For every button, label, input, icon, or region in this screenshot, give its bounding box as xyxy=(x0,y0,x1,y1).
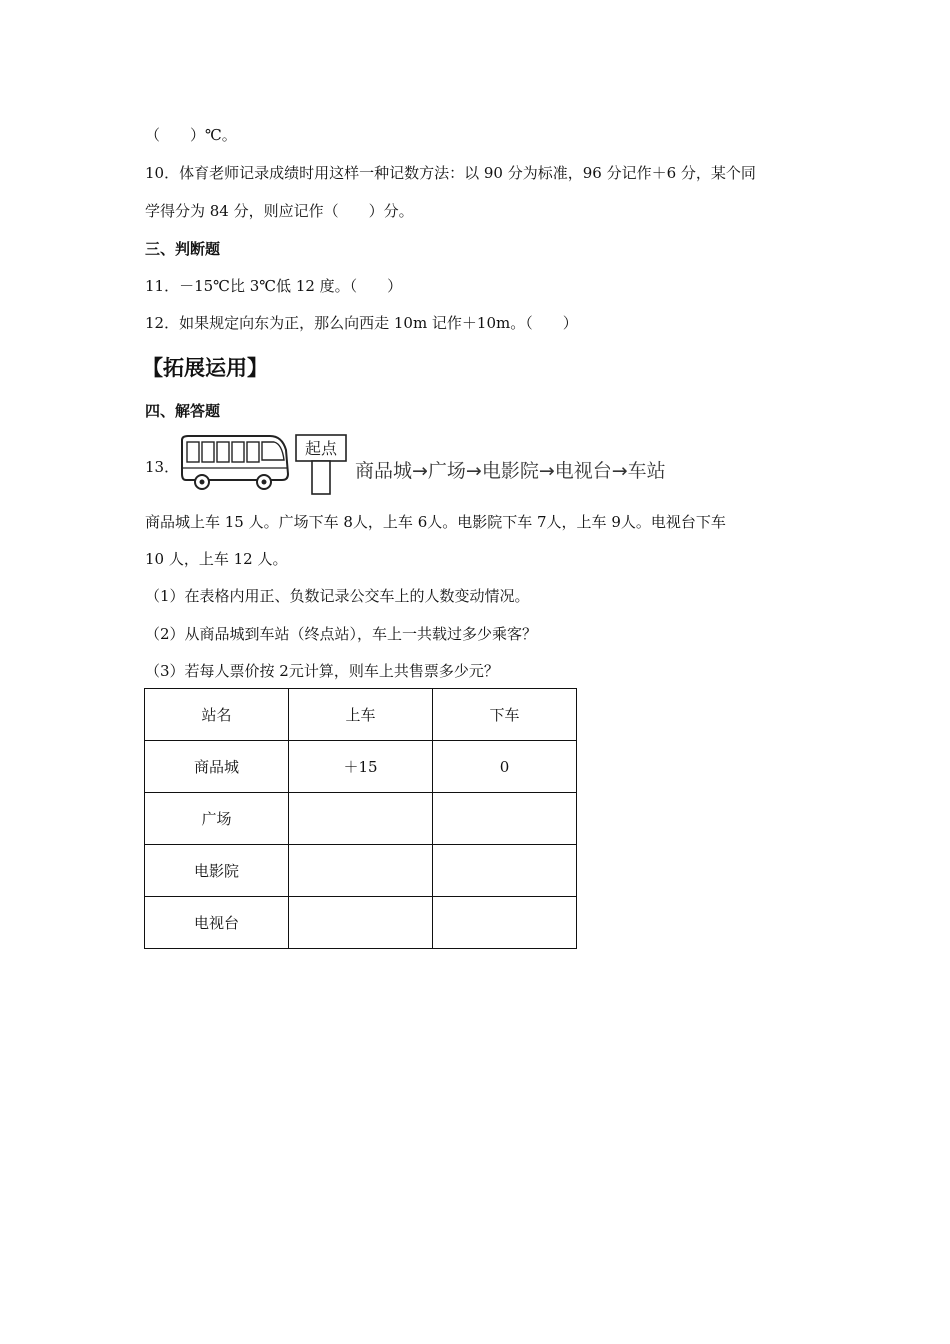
board-cell[interactable] xyxy=(289,897,433,949)
board-cell[interactable] xyxy=(289,845,433,897)
subquestion-2: （2）从商品城到车站（终点站），车上一共载过多少乘客？ xyxy=(145,625,538,643)
table-row xyxy=(145,741,577,793)
question-13-number: 13． xyxy=(145,458,180,476)
section-extended-application: 【拓展运用】 xyxy=(142,356,268,380)
alight-cell[interactable] xyxy=(433,845,577,897)
table-row xyxy=(145,845,577,897)
station-name-cell: 电影院 xyxy=(145,845,289,897)
subquestion-1: （1）在表格内用正、负数记录公交车上的人数变动情况。 xyxy=(145,587,530,605)
table-row xyxy=(145,793,577,845)
signpost-label: 起点 xyxy=(304,439,338,458)
station-name-cell: 电视台 xyxy=(145,897,289,949)
table-row xyxy=(145,897,577,949)
header-station: 站名 xyxy=(145,689,289,741)
alight-cell[interactable] xyxy=(433,793,577,845)
alight-cell[interactable]: 0 xyxy=(433,741,577,793)
station-name-cell: 商品城 xyxy=(145,741,289,793)
subquestion-3: （3）若每人票价按 2元计算，则车上共售票多少元？ xyxy=(145,662,499,680)
heading-judgement: 三、判断题 xyxy=(145,240,221,258)
header-alight: 下车 xyxy=(433,689,577,741)
route-text: 商品城→广场→电影院→电视台→车站 xyxy=(355,460,666,482)
board-cell[interactable]: ＋15 xyxy=(289,741,433,793)
station-table xyxy=(144,688,577,949)
question-12: 12．如果规定向东为正，那么向西走 10m 记作＋10m。（ ） xyxy=(145,314,578,332)
station-name-cell: 广场 xyxy=(145,793,289,845)
bus-icon xyxy=(178,434,290,492)
header-board: 上车 xyxy=(289,689,433,741)
question-10-line-1: 10．体育老师记录成绩时用这样一种记数方法：以 90 分为标准，96 分记作＋6 分，某个同 xyxy=(145,164,756,182)
problem-text-line-2: 10 人，上车 12 人。 xyxy=(145,550,288,568)
alight-cell[interactable] xyxy=(433,897,577,949)
board-cell[interactable] xyxy=(289,793,433,845)
table-header-row xyxy=(145,689,577,741)
question-11: 11．－15℃比 3℃低 12 度。（ ） xyxy=(145,277,403,295)
heading-answer-questions: 四、解答题 xyxy=(145,402,221,420)
problem-text-line-1: 商品城上车 15 人。广场下车 8人，上车 6人。电影院下车 7人，上车 9人。电视台下车 xyxy=(145,513,726,531)
blank-answer-line: （ ）℃。 xyxy=(145,126,237,144)
signpost-icon xyxy=(295,434,347,496)
question-10-line-2: 学得分为 84 分，则应记作（ ）分。 xyxy=(145,202,414,220)
